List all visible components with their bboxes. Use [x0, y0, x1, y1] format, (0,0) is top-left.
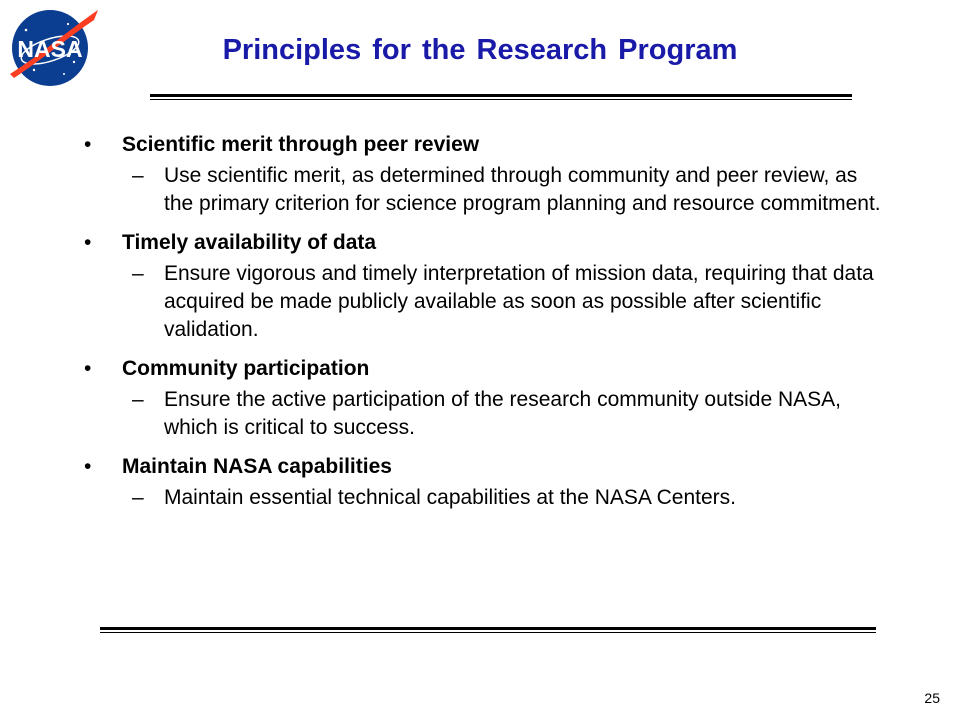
footer-divider-thin	[100, 632, 876, 633]
slide-title: Principles for the Research Program	[222, 34, 738, 66]
bullet-subtext: Use scientific merit, as determined through community and peer review, as the primary criterion for science program planning and resource commitment.	[164, 164, 881, 215]
title-divider-thin	[150, 99, 852, 100]
nasa-logo	[4, 4, 102, 90]
list-item	[84, 352, 884, 442]
bullet-marker: •	[84, 133, 92, 156]
dash-marker: –	[132, 262, 144, 285]
bullet-subtext: Ensure the active participation of the research community outside NASA, which is critical to success.	[164, 388, 842, 439]
list-item	[84, 450, 884, 512]
bullet-marker: •	[84, 455, 92, 478]
bullet-marker: •	[84, 231, 92, 254]
bullet-heading: Scientific merit through peer review	[122, 133, 480, 156]
bullet-heading: Maintain NASA capabilities	[122, 455, 392, 478]
page-number: 25	[924, 690, 940, 706]
bullet-heading: Timely availability of data	[122, 231, 377, 254]
title-divider	[150, 94, 852, 97]
dash-marker: –	[132, 486, 144, 509]
bullet-subtext: Maintain essential technical capabilities at the NASA Centers.	[164, 486, 736, 509]
bullet-heading: Community participation	[122, 357, 370, 380]
list-item	[84, 128, 884, 218]
svg-text:NASA: NASA	[17, 36, 83, 62]
bullet-list	[84, 128, 884, 512]
bullet-marker: •	[84, 357, 92, 380]
dash-marker: –	[132, 164, 144, 187]
dash-marker: –	[132, 388, 144, 411]
footer-divider	[100, 627, 876, 630]
bullet-subtext: Ensure vigorous and timely interpretation of mission data, requiring that data acquired be made publicly available as soon as possible after scientific validation.	[164, 262, 874, 341]
list-item	[84, 226, 884, 344]
